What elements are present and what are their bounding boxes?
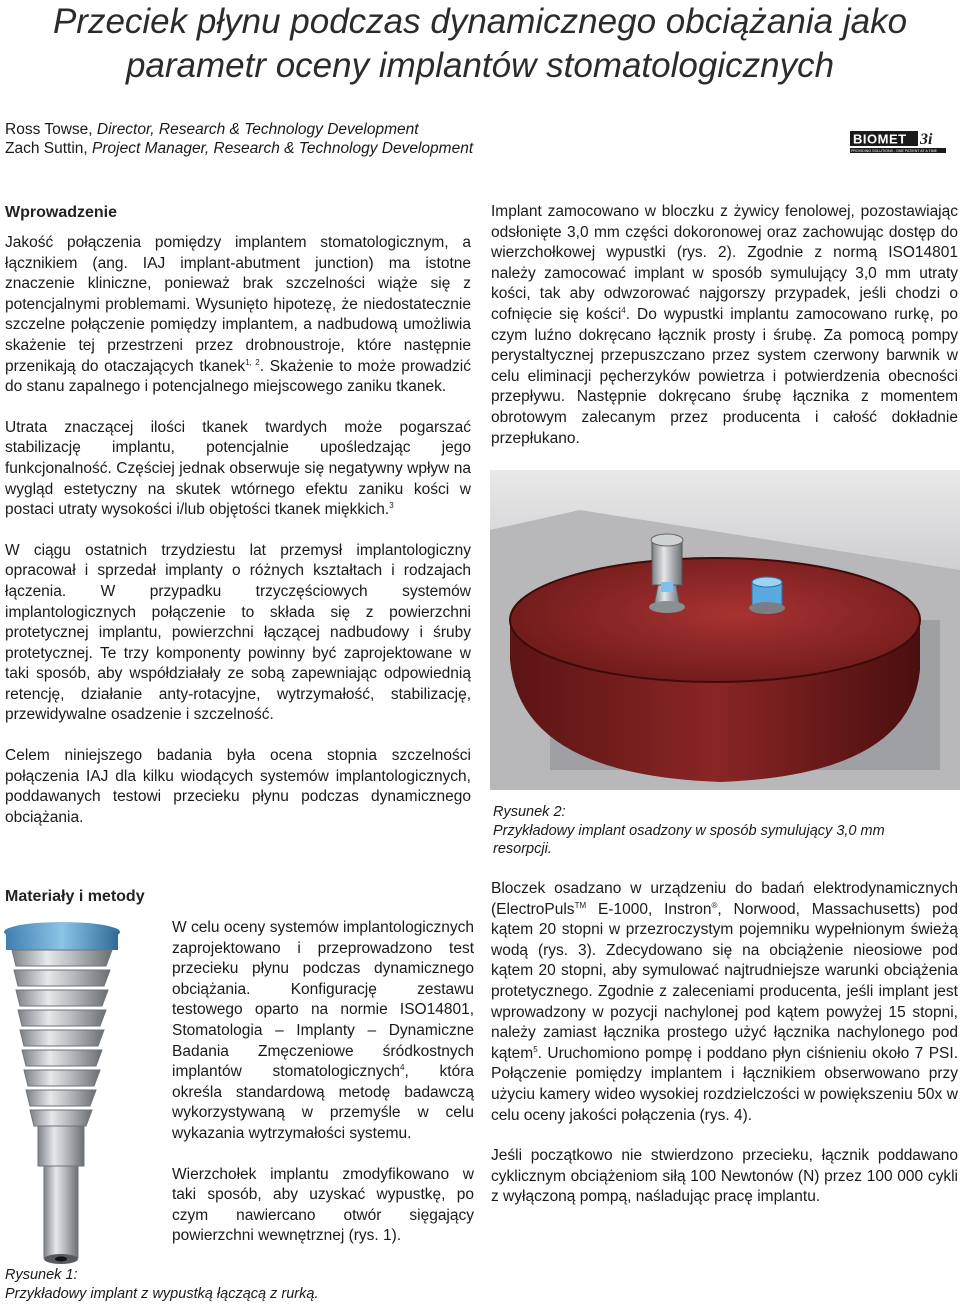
methods-heading: Materiały i metody (5, 888, 145, 905)
citation-3: 3 (389, 500, 394, 510)
svg-text:3i: 3i (920, 131, 933, 148)
figure-2-label: Rysunek 2: (493, 804, 566, 820)
author-1 (5, 120, 473, 139)
right-paragraph-2: Bloczek osadzano w urządzeniu do badań elektrodynamicznych (ElectroPuls™ E-1000, Instron®, Norwood, Massachusetts) pod kątem 20 stopni w przezroczystym pojemniku wypełnionym świeżą wodą (rys. 3). Zdecydowano się na obciążenie nieosiowe pod kątem 20 stopni, aby symulować najtrudniejsze warunki obciążenia protetycznego. Zgodnie z zaleceniami producenta, jeśli implant jest wprowadzony w pozycji nachylonej pod kątem powyżej 15 stopni, należy zamiast łącznika prostego użyć łącznika nachylonego pod kątem$^5$. Uruchomiono pompę i poddano płyn ciśnieniu około 7 PSI. Połączenie pomiędzy implantem i łącznikiem obserwowano przy użyciu kamery wideo wysokiej rozdzielczości w powiększeniu 50x w celu oceny jakości połączenia (rys. 4). (491, 880, 958, 1124)
intro-column (5, 233, 471, 848)
intro-paragraph-1: Jakość połączenia pomiędzy implantem stomatologicznym, a łącznikiem (ang. IAJ implant-abutment junction) ma istotne znaczenie kliniczne, ponieważ brak szczelności wiąże się z potencjalnymi problemami. Wysunięto hipotezę, że niedostatecznie szczelne połączenie pomiędzy implantem, a nadbudową umożliwia skażenie tej przestrzeni przez drobnoustroje, które następnie przenikają do otaczających tkanek$^{1, 2}$. Skażenie to może prowadzić do stanu zapalnego i potencjalnego miejscowego zaniku tkanek. (5, 234, 471, 396)
figure-1-label: Rysunek 1: (5, 1267, 78, 1283)
methods-paragraph-2: Wierzchołek implantu zmodyfikowano w taki sposób, aby uzyskać wypustkę, po czym nawiercano otwór sięgający powierzchni wewnętrznej (rys. 1). (172, 1165, 474, 1245)
author-2 (5, 139, 473, 158)
citation-1-2: 1, 2 (245, 357, 260, 367)
intro-paragraph-3: W ciągu ostatnich trzydziestu lat przemysł implantologiczny opracował i sprzedał implanty o różnych kształtach i rodzajach łączenia. W przypadku trzyczęściowych systemów implantologicznych połączenie to składa się z powierzchni protetycznej implantu, powierzchni łączącej nadbudowy i śruby protetycznej. Te trzy komponenty powinny być zaprojektowane w taki sposób, aby współdziałały ze sobą zapewniając odpowiednią retencję, działanie anty-rotacyjne, wytrzymałość, stabilizację, przewidywalne osadzenie i szczelność. (5, 541, 471, 724)
right-column-top (491, 202, 958, 469)
right-column-bottom (491, 879, 958, 1228)
figure-1-caption (5, 1266, 405, 1303)
figure-1-text: Przykładowy implant z wypustką łączącą z rurką. (5, 1285, 319, 1302)
author-1-name: Ross Towse, (5, 121, 97, 138)
right-paragraph-3: Jeśli początkowo nie stwierdzono przecieku, łącznik poddawano cyklicznym obciążeniom siłą 100 Newtonów (N) przez 100 000 cykli z wyłączoną pompą, naśladując pracę implantu. (491, 1147, 958, 1206)
intro-paragraph-2: Utrata znaczącej ilości tkanek twardych może pogarszać stabilizację implantu, potencjalnie upośledzając jego funkcjonalność. Częściej jednak obserwuje się negatywny wpływ na wygląd estetyczny na skutek wtórnego efektu zaniku kości w postaci utraty wysokości i/lub objętości tkanek miękkich.$^3$ (5, 418, 471, 519)
right-paragraph-1: Implant zamocowano w bloczku z żywicy fenolowej, pozostawiając odsłonięte 3,0 mm części dokoronowej oraz zachowując dostęp do wierzchołkowej wypustki (rys. 2). Zgodnie z normą ISO14801 należy zamocować implant w sposób symulujący 3,0 mm utraty kości, tak aby odwzorować najgorszy przypadek, jeśli chodzi o cofnięcie się kości$^4$. Do wypustki implantu zamocowano rurkę, po czym luźno dokręcano łącznik prosty i śrubę. Za pomocą pompy perystaltycznej przepuszczano przez system czerwony barwnik w celu eliminacji pęcherzyków powietrza i potwierdzenia obecności przepływu. Następnie dokręcano śrubę łącznika z momentem obrotowym zalecanym przez producenta i całość dokładnie przepłukano. (491, 203, 958, 447)
author-2-name: Zach Suttin, (5, 140, 93, 157)
svg-text:BIOMET: BIOMET (853, 131, 907, 147)
figure-2-caption (493, 803, 933, 859)
citation-4: 4 (400, 1063, 405, 1072)
embedded-implant-photo (490, 470, 960, 790)
citation-5: 5 (533, 1044, 538, 1054)
author-1-role: Director, Research & Technology Development (96, 121, 419, 138)
methods-column (172, 918, 474, 1267)
title-line-2: parametr oceny implantów stomatologicznych (125, 46, 835, 85)
svg-text:PROVIDING SOLUTIONS - ONE PATI: PROVIDING SOLUTIONS - ONE PATIENT AT A TIME (851, 149, 938, 153)
trademark-symbol: TM (574, 900, 587, 910)
page-title (0, 0, 960, 88)
authors (5, 120, 473, 158)
title-line-1: Przeciek płynu podczas dynamicznego obciążania jako (52, 2, 908, 41)
implant-photo (0, 918, 165, 1268)
registered-symbol: ® (711, 900, 718, 910)
citation-4b: 4 (621, 305, 626, 315)
intro-paragraph-4: Celem niniejszego badania była ocena stopnia szczelności połączenia IAJ dla kilku wiodących systemów implantologicznych, poddawanych testowi przecieku płynu podczas dynamicznego obciążania. (5, 747, 471, 826)
author-2-role: Project Manager, Research & Technology Development (92, 140, 474, 157)
intro-heading: Wprowadzenie (5, 204, 118, 221)
biomet-3i-logo (850, 130, 946, 154)
figure-2-text: Przykładowy implant osadzony w sposób symulujący 3,0 mm resorpcji. (493, 822, 885, 857)
methods-paragraph-1: W celu oceny systemów implantologicznych zaprojektowano i przeprowadzono test przecieku płynu podczas dynamicznego obciążania. Konfigurację zestawu testowego oparto na normie ISO14801, Stomatologia – Implanty – Dynamiczne Badania Zmęczeniowe śródkostnych implantów stomatologicznych$^4$, która określa standardową metodę badawczą wykorzystywaną w przemyśle w celu wykazania wytrzymałości systemu. (172, 919, 474, 1142)
